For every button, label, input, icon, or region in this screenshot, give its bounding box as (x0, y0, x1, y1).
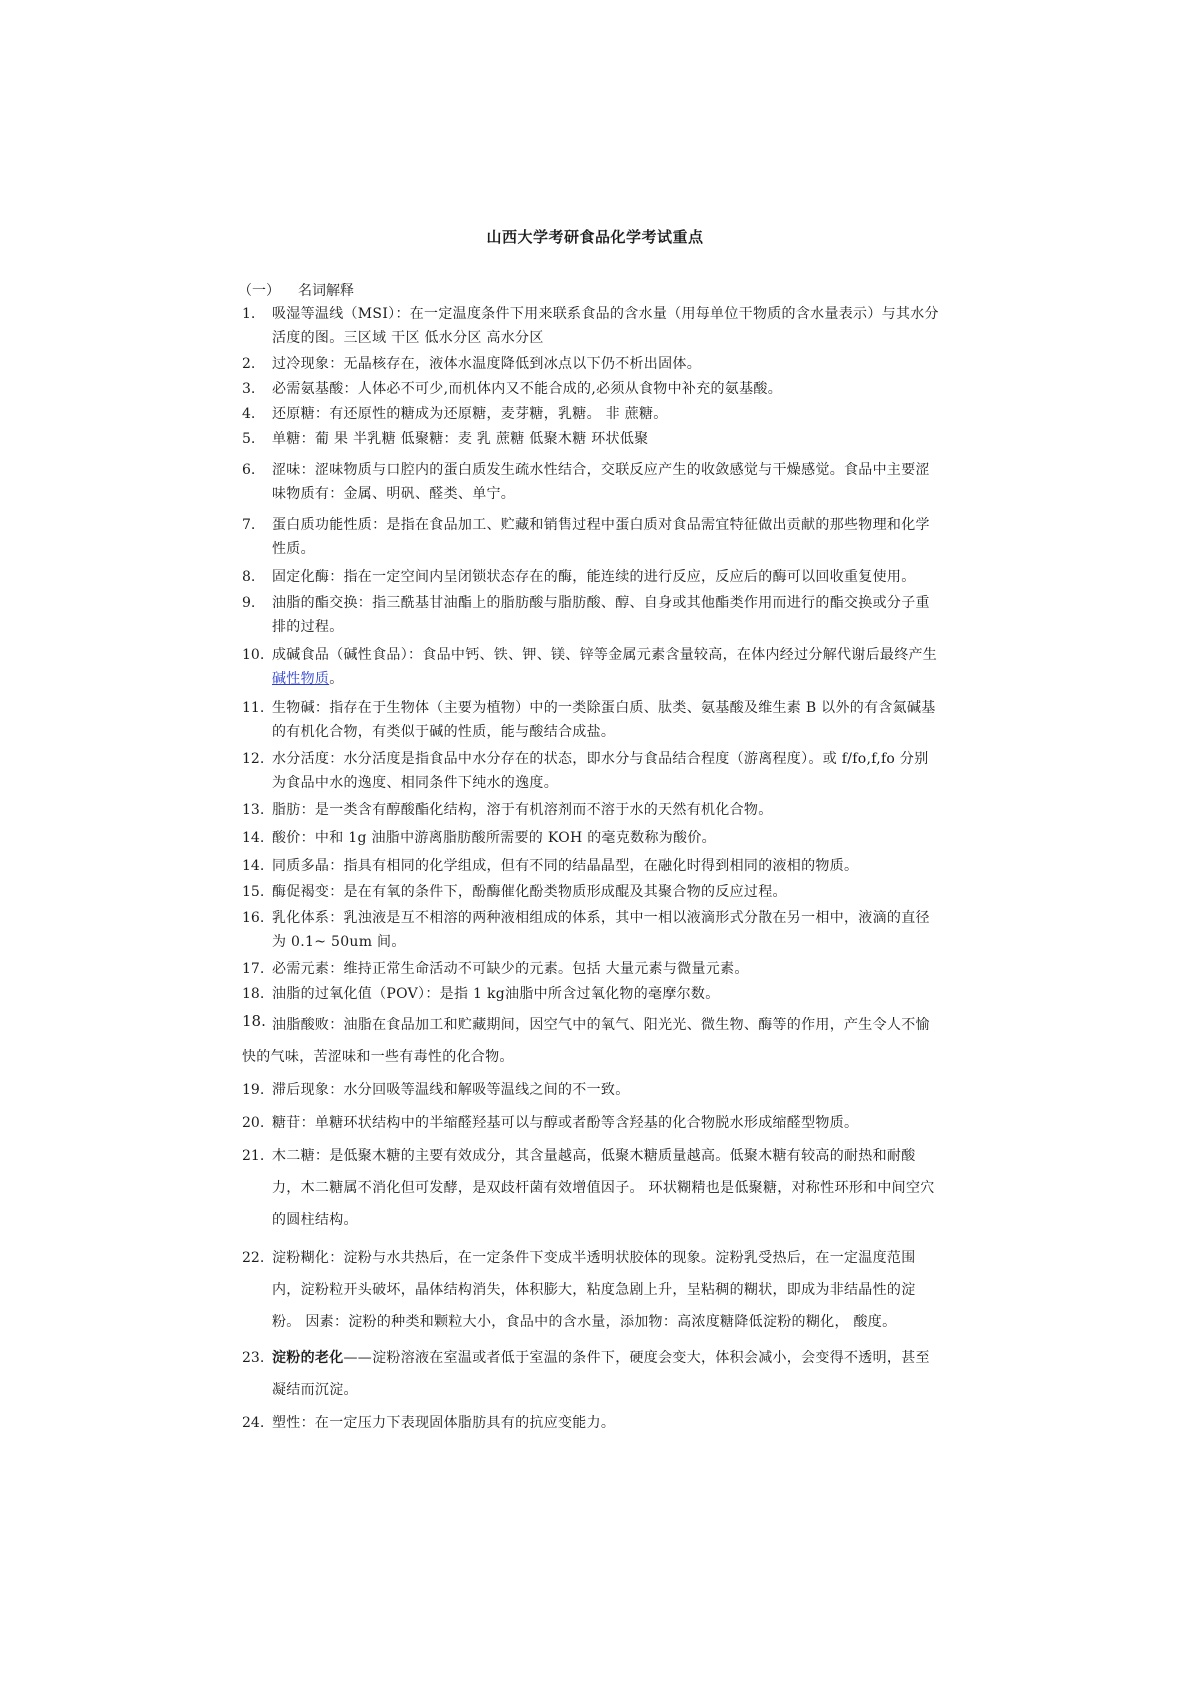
item-bold-term: 淀粉的老化 (272, 1350, 344, 1366)
item-text: 必需元素：维持正常生命活动不可缺少的元素。包括 大量元素与微量元素。 (272, 961, 749, 977)
list-item (242, 427, 942, 451)
item-number: 24. (242, 1415, 265, 1431)
list-item (242, 747, 942, 795)
item-number: 11. (242, 700, 265, 716)
item-number: 7. (242, 517, 256, 533)
item-text: 必需氨基酸：人体必不可少,而机体内又不能合成的,必须从食物中补充的氨基酸。 (272, 381, 782, 397)
list-item (242, 402, 942, 426)
item-text: 油脂的过氧化值（POV）：是指 1 kg油脂中所含过氧化物的毫摩尔数。 (272, 986, 720, 1002)
item-text: 油脂酸败：油脂在食品加工和贮藏期间，因空气中的氧气、阳光光、微生物、酶等的作用，产生令人不愉快的气味，苦涩味和一些有毒性的化合物。 (242, 1017, 930, 1065)
list-item (242, 1411, 942, 1435)
item-text: 吸湿等温线（MSI）：在一定温度条件下用来联系食品的含水量（用每单位干物质的含水量表示）与其水分活度的图。三区域 干区 低水分区 高水分区 (272, 306, 939, 346)
item-number: 5. (242, 431, 256, 447)
list-item (242, 1140, 942, 1236)
list-item (242, 957, 942, 981)
item-text: 蛋白质功能性质：是指在食品加工、贮藏和销售过程中蛋白质对食品需宜特征做出贡献的那些物理和化学性质。 (272, 517, 930, 557)
item-number: 19. (242, 1082, 265, 1098)
document-title: 山西大学考研食品化学考试重点 (486, 228, 704, 246)
item-number: 14. (242, 858, 265, 874)
list-item (242, 377, 942, 401)
item-text: 水分活度：水分活度是指食品中水分存在的状态，即水分与食品结合程度（游离程度）。或 f/fo,f,fo 分别为食品中水的逸度、相同条件下纯水的逸度。 (272, 751, 929, 791)
item-number: 21. (242, 1148, 265, 1164)
list-item (242, 565, 942, 589)
item-text: 还原糖：有还原性的糖成为还原糖，麦芽糖，乳糖。 非 蔗糖。 (272, 406, 668, 422)
item-number: 15. (242, 884, 265, 900)
item-text: 酸价：中和 1g 油脂中游离脂肪酸所需要的 KOH 的毫克数称为酸价。 (272, 830, 716, 846)
item-text (272, 643, 942, 691)
item-text: 油脂的酯交换：指三酰基甘油酯上的脂肪酸与脂肪酸、醇、自身或其他酯类作用而进行的酯交换或分子重排的过程。 (272, 595, 930, 635)
item-text: 单糖：葡 果 半乳糖 低聚糖：麦 乳 蔗糖 低聚木糖 环状低聚 (272, 431, 649, 447)
item-text: 生物碱：指存在于生物体（主要为植物）中的一类除蛋白质、肽类、氨基酸及维生素 B 以外的有含氮碱基的有机化合物，有类似于碱的性质，能与酸结合成盐。 (272, 700, 936, 740)
section-heading (238, 280, 354, 300)
item-text: 滞后现象：水分回吸等温线和解吸等温线之间的不一致。 (272, 1082, 630, 1098)
item-text-part: ——淀粉溶液在室温或者低于室温的条件下，硬度会变大，体积会减小，会变得不透明，甚至凝结而沉淀。 (272, 1350, 930, 1398)
item-number: 18. (242, 1012, 266, 1030)
alkaline-substance-link[interactable]: 碱性物质 (272, 671, 330, 687)
item-number: 14. (242, 830, 265, 846)
item-number: 3. (242, 381, 256, 397)
list-item (242, 880, 942, 904)
list-item (242, 1009, 942, 1073)
list-item (242, 1342, 942, 1406)
list-item (242, 643, 942, 691)
item-text: 同质多晶：指具有相同的化学组成，但有不同的结晶晶型，在融化时得到相同的液相的物质。 (272, 858, 859, 874)
item-text: 涩味：涩味物质与口腔内的蛋白质发生疏水性结合，交联反应产生的收敛感觉与干燥感觉。食品中主要涩味物质有：金属、明矾、醛类、单宁。 (272, 462, 930, 502)
item-text: 木二糖：是低聚木糖的主要有效成分，其含量越高，低聚木糖质量越高。低聚木糖有较高的耐热和耐酸力，木二糖属不消化但可发酵，是双歧杆菌有效增值因子。 环状糊精也是低聚糖，对称性环形和中间空穴的圆柱结构。 (272, 1148, 935, 1228)
item-number: 6. (242, 462, 256, 478)
item-text: 过冷现象：无晶核存在，液体水温度降低到冰点以下仍不析出固体。 (272, 356, 701, 372)
item-text (272, 1342, 942, 1406)
item-number: 12. (242, 751, 265, 767)
list-item (242, 591, 942, 639)
item-number: 2. (242, 356, 256, 372)
list-item (242, 1242, 942, 1338)
list-item (242, 982, 942, 1006)
list-item (242, 798, 942, 822)
list-item (242, 458, 942, 506)
item-number: 22. (242, 1250, 265, 1266)
list-item (242, 352, 942, 376)
list-item (242, 1111, 942, 1135)
item-text: 糖苷：单糖环状结构中的半缩醛羟基可以与醇或者酚等含羟基的化合物脱水形成缩醛型物质。 (272, 1115, 859, 1131)
item-number: 13. (242, 802, 265, 818)
item-text: 固定化酶：指在一定空间内呈闭锁状态存在的酶，能连续的进行反应，反应后的酶可以回收重复使用。 (272, 569, 916, 585)
item-text-part: 。 (329, 671, 344, 687)
item-text: 乳化体系：乳浊液是互不相溶的两种液相组成的体系，其中一相以液滴形式分散在另一相中，液滴的直径为 0.1~ 50um 间。 (272, 910, 930, 950)
item-text-part: 成碱食品（碱性食品）：食品中钙、铁、钾、镁、锌等金属元素含量较高，在体内经过分解代谢后最终产生 (272, 647, 938, 663)
item-number: 20. (242, 1115, 265, 1131)
section-title: 名词解释 (298, 283, 354, 299)
item-text: 塑性：在一定压力下表现固体脂肪具有的抗应变能力。 (272, 1415, 616, 1431)
section-number: （一） (238, 283, 280, 299)
item-number: 18. (242, 986, 265, 1002)
item-number: 16. (242, 910, 265, 926)
item-number: 9. (242, 595, 256, 611)
item-number: 8. (242, 569, 256, 585)
list-item (242, 906, 942, 954)
list-item (242, 854, 942, 878)
list-item (242, 513, 942, 561)
item-number: 17. (242, 961, 265, 977)
item-text: 酶促褐变：是在有氧的条件下，酚酶催化酚类物质形成醌及其聚合物的反应过程。 (272, 884, 787, 900)
list-item (242, 1078, 942, 1102)
item-text: 脂肪：是一类含有醇酸酯化结构，溶于有机溶剂而不溶于水的天然有机化合物。 (272, 802, 773, 818)
item-number: 4. (242, 406, 256, 422)
item-number: 23. (242, 1350, 265, 1366)
item-number: 1. (242, 306, 256, 322)
list-item (242, 302, 942, 350)
list-item (242, 696, 942, 744)
item-text: 淀粉糊化：淀粉与水共热后，在一定条件下变成半透明状胶体的现象。淀粉乳受热后，在一定温度范围内，淀粉粒开头破坏，晶体结构消失，体积膨大，粘度急剧上升，呈粘稠的糊状，即成为非结晶性的淀粉。 因素：淀粉的种类和颗粒大小，食品中的含水量，添加物：高浓度糖降低淀粉的糊化， 酸度。 (272, 1250, 916, 1330)
item-number: 10. (242, 647, 265, 663)
list-item (242, 826, 942, 850)
